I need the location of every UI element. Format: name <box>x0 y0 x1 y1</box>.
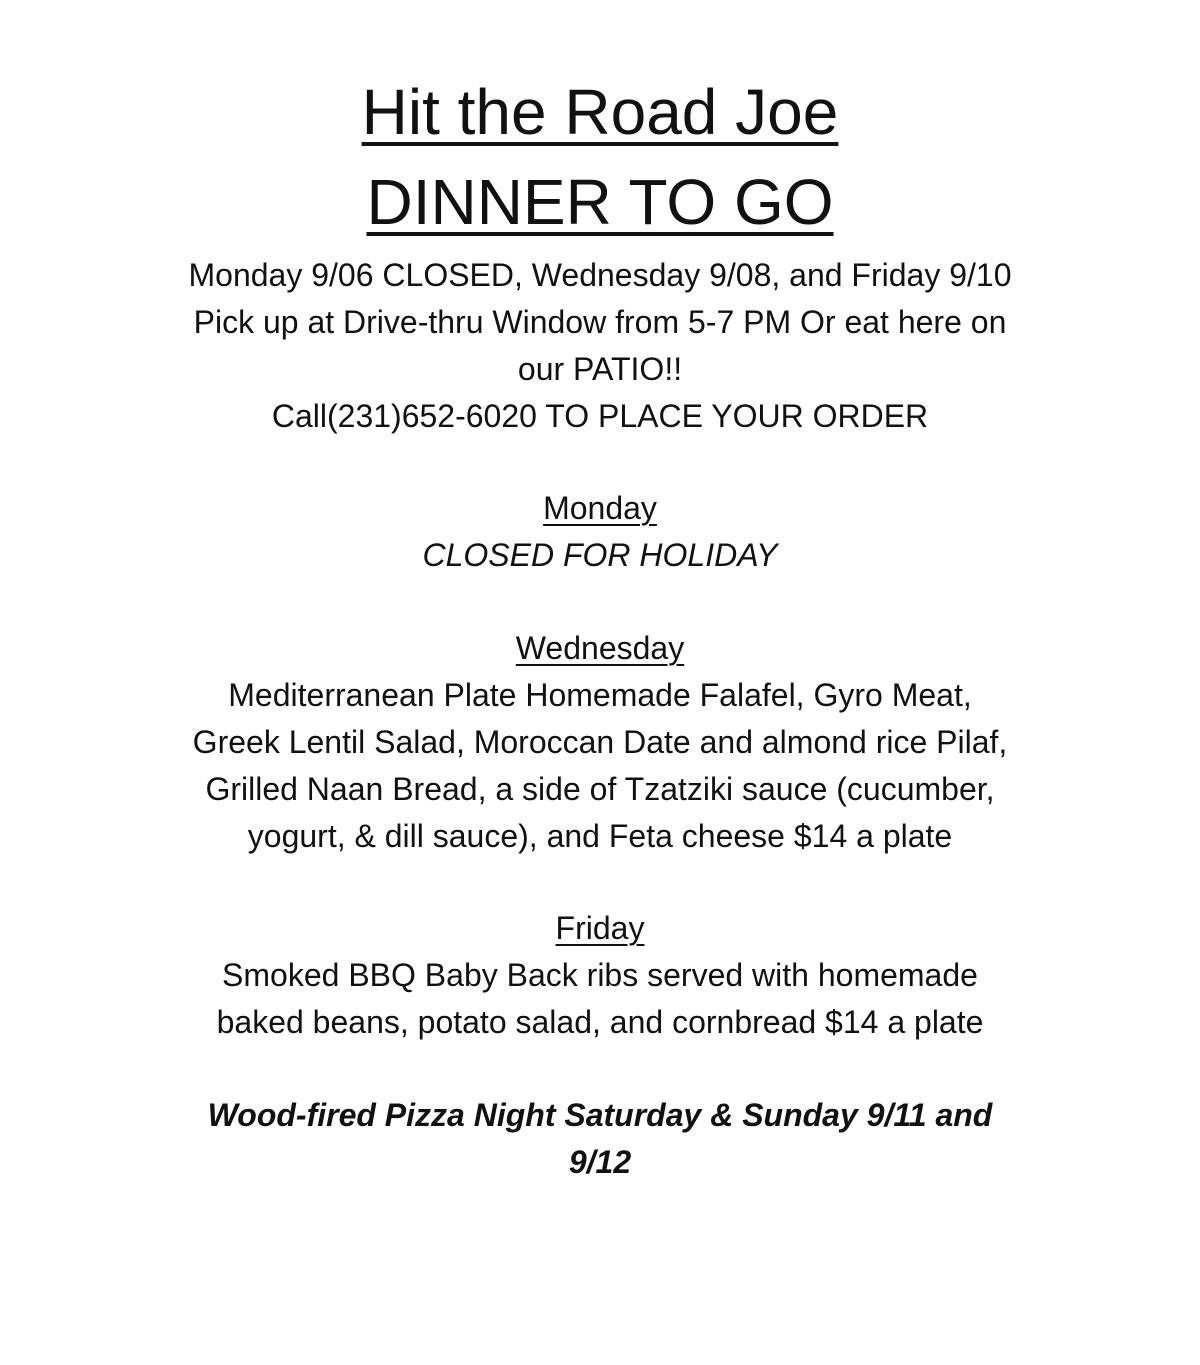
pizza-night-line: Wood-fired Pizza Night Saturday & Sunday 9/11 and <box>207 1097 993 1133</box>
monday-section <box>100 485 1100 579</box>
friday-menu-line: baked beans, potato salad, and cornbread $14 a plate <box>216 1004 984 1040</box>
pizza-night-date: 9/12 <box>568 1144 632 1180</box>
friday-section <box>100 905 1100 1046</box>
wednesday-menu-line: Greek Lentil Salad, Moroccan Date and almond rice Pilaf, <box>192 724 1008 760</box>
intro-pickup: Pick up at Drive-thru Window from 5-7 PM Or eat here on <box>193 304 1007 340</box>
wednesday-menu-line: yogurt, & dill sauce), and Feta cheese $14 a plate <box>247 818 953 854</box>
intro-phone: Call(231)652-6020 TO PLACE YOUR ORDER <box>271 398 929 434</box>
wednesday-section <box>100 625 1100 860</box>
intro-patio: our PATIO!! <box>517 351 683 387</box>
page-subtitle: DINNER TO GO <box>366 166 834 238</box>
wednesday-menu-line: Grilled Naan Bread, a side of Tzatziki sauce (cucumber, <box>205 771 995 807</box>
pizza-night-note <box>100 1092 1100 1186</box>
monday-heading: Monday <box>543 490 657 526</box>
friday-heading: Friday <box>555 910 645 946</box>
intro-schedule: Monday 9/06 CLOSED, Wednesday 9/08, and Friday 9/10 <box>188 257 1012 293</box>
wednesday-menu-line: Mediterranean Plate Homemade Falafel, Gyro Meat, <box>228 677 972 713</box>
wednesday-heading: Wednesday <box>515 630 685 666</box>
monday-closed-note: CLOSED FOR HOLIDAY <box>422 537 778 573</box>
friday-menu-line: Smoked BBQ Baby Back ribs served with homemade <box>222 957 978 993</box>
intro-section <box>100 252 1100 440</box>
page-title: Hit the Road Joe <box>361 76 839 148</box>
